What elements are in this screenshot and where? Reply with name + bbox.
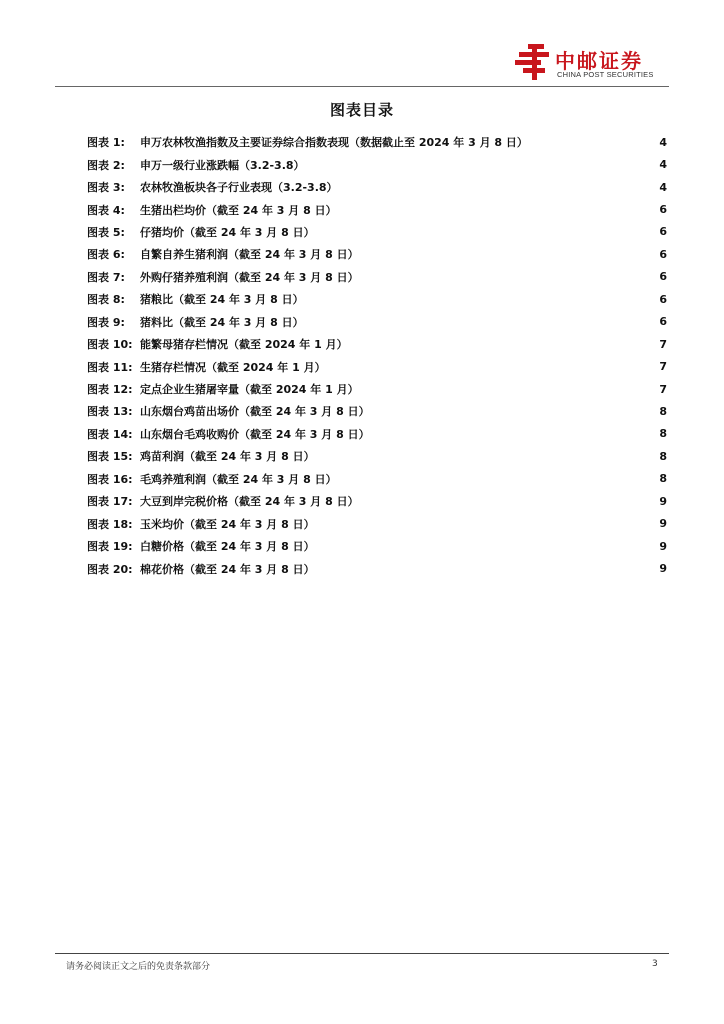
toc-entry-text: 山东烟台毛鸡收购价（截至 24 年 3 月 8 日） — [140, 427, 370, 441]
toc-entry-page: 8 — [659, 472, 667, 486]
toc-entry-page: 7 — [659, 382, 667, 396]
toc-entry[interactable] — [87, 333, 667, 355]
toc-entry[interactable] — [87, 266, 667, 288]
toc-entry[interactable] — [87, 490, 667, 512]
page-header — [0, 0, 724, 90]
toc-entry-page: 9 — [659, 562, 667, 576]
toc-entry-page: 8 — [659, 404, 667, 418]
toc-dot-leader — [364, 496, 654, 506]
toc-entry-text: 猪料比（截至 24 年 3 月 8 日） — [140, 315, 304, 329]
toc-entry-label: 图表 16: — [87, 472, 133, 486]
toc-entry-text: 玉米均价（截至 24 年 3 月 8 日） — [140, 517, 315, 531]
toc-entry-page: 8 — [659, 427, 667, 441]
toc-entry[interactable] — [87, 288, 667, 310]
toc-entry[interactable] — [87, 445, 667, 467]
toc-list — [87, 131, 667, 580]
toc-dot-leader — [320, 519, 654, 529]
toc-entry-page: 9 — [659, 494, 667, 508]
toc-dot-leader — [309, 317, 654, 327]
toc-dot-leader — [342, 474, 654, 484]
toc-entry[interactable] — [87, 535, 667, 557]
toc-dot-leader — [320, 227, 654, 237]
toc-entry-text: 猪粮比（截至 24 年 3 月 8 日） — [140, 293, 304, 307]
toc-entry-page: 6 — [659, 203, 667, 217]
toc-entry-label: 图表 20: — [87, 562, 133, 576]
toc-entry-text: 生猪出栏均价（截至 24 年 3 月 8 日） — [140, 203, 337, 217]
toc-entry-label: 图表 12: — [87, 383, 133, 397]
toc-entry[interactable] — [87, 400, 667, 422]
toc-entry-page: 6 — [659, 292, 667, 306]
toc-entry-page: 6 — [659, 225, 667, 239]
toc-entry[interactable] — [87, 176, 667, 198]
toc-entry-text: 山东烟台鸡苗出场价（截至 24 年 3 月 8 日） — [140, 405, 370, 419]
toc-entry-text: 自繁自养生猪利润（截至 24 年 3 月 8 日） — [140, 248, 359, 262]
toc-entry-page: 6 — [659, 315, 667, 329]
toc-entry-page: 6 — [659, 270, 667, 284]
toc-entry-text: 生猪存栏情况（截至 2024 年 1 月） — [140, 360, 326, 374]
toc-entry-page: 9 — [659, 539, 667, 553]
toc-entry-text: 白糖价格（截至 24 年 3 月 8 日） — [140, 540, 315, 554]
toc-entry-label: 图表 3: — [87, 181, 125, 195]
toc-dot-leader — [375, 429, 654, 439]
toc-entry-page: 8 — [659, 449, 667, 463]
toc-entry-text: 毛鸡养殖利润（截至 24 年 3 月 8 日） — [140, 472, 337, 486]
toc-entry-label: 图表 13: — [87, 405, 133, 419]
toc-dot-leader — [533, 137, 654, 147]
toc-entry-label: 图表 17: — [87, 495, 133, 509]
toc-entry-page: 6 — [659, 247, 667, 261]
toc-dot-leader — [331, 362, 654, 372]
toc-entry-label: 图表 18: — [87, 517, 133, 531]
toc-entry[interactable] — [87, 153, 667, 175]
toc-entry-text: 仔猪均价（截至 24 年 3 月 8 日） — [140, 225, 315, 239]
toc-dot-leader — [309, 294, 654, 304]
toc-entry-text: 外购仔猪养殖利润（截至 24 年 3 月 8 日） — [140, 270, 359, 284]
brand-name-en: CHINA POST SECURITIES — [557, 70, 654, 79]
toc-entry-label: 图表 9: — [87, 315, 125, 329]
toc-dot-leader — [342, 205, 654, 215]
toc-entry-label: 图表 2: — [87, 158, 125, 172]
toc-entry-page: 7 — [659, 337, 667, 351]
toc-entry-label: 图表 11: — [87, 360, 133, 374]
toc-entry[interactable] — [87, 131, 667, 153]
footer-divider — [55, 953, 669, 954]
toc-entry[interactable] — [87, 468, 667, 490]
toc-dot-leader — [364, 272, 654, 282]
toc-entry[interactable] — [87, 557, 667, 579]
toc-entry[interactable] — [87, 243, 667, 265]
footer-disclaimer: 请务必阅读正文之后的免责条款部分 — [66, 962, 211, 972]
toc-dot-leader — [343, 182, 654, 192]
toc-entry-page: 4 — [659, 180, 667, 194]
toc-dot-leader — [310, 160, 654, 170]
toc-entry-label: 图表 19: — [87, 540, 133, 554]
toc-dot-leader — [364, 384, 654, 394]
toc-entry-label: 图表 7: — [87, 270, 125, 284]
footer-page-number: 3 — [652, 959, 658, 969]
toc-entry-label: 图表 8: — [87, 293, 125, 307]
toc-entry[interactable] — [87, 311, 667, 333]
toc-entry-label: 图表 1: — [87, 136, 125, 150]
toc-entry[interactable] — [87, 378, 667, 400]
toc-title: 图表目录 — [329, 101, 394, 119]
toc-entry[interactable] — [87, 512, 667, 534]
toc-entry-page: 4 — [659, 158, 667, 172]
toc-entry-label: 图表 15: — [87, 450, 133, 464]
toc-entry[interactable] — [87, 355, 667, 377]
toc-dot-leader — [320, 451, 654, 461]
toc-entry-text: 定点企业生猪屠宰量（截至 2024 年 1 月） — [140, 383, 359, 397]
toc-entry-page: 7 — [659, 360, 667, 374]
toc-entry-text: 棉花价格（截至 24 年 3 月 8 日） — [140, 562, 315, 576]
toc-entry-label: 图表 6: — [87, 248, 125, 262]
china-post-logo-icon — [515, 44, 551, 80]
company-logo — [515, 44, 665, 84]
toc-entry[interactable] — [87, 221, 667, 243]
header-divider — [55, 86, 669, 87]
brand-name-cn: 中邮证券 — [555, 49, 643, 73]
toc-entry-page: 4 — [659, 135, 667, 149]
toc-entry-label: 图表 14: — [87, 427, 133, 441]
toc-entry-label: 图表 10: — [87, 338, 133, 352]
toc-entry-label: 图表 5: — [87, 225, 125, 239]
toc-entry-text: 能繁母猪存栏情况（截至 2024 年 1 月） — [140, 338, 348, 352]
toc-entry-text: 申万农林牧渔指数及主要证券综合指数表现（数据截止至 2024 年 3 月 8 日） — [140, 136, 528, 150]
toc-dot-leader — [353, 339, 654, 349]
toc-entry-label: 图表 4: — [87, 203, 125, 217]
toc-entry-text: 鸡苗利润（截至 24 年 3 月 8 日） — [140, 450, 315, 464]
toc-dot-leader — [320, 541, 654, 551]
toc-entry-text: 大豆到岸完税价格（截至 24 年 3 月 8 日） — [140, 495, 359, 509]
toc-dot-leader — [375, 406, 654, 416]
toc-dot-leader — [364, 249, 654, 259]
toc-entry[interactable] — [87, 198, 667, 220]
toc-entry-page: 9 — [659, 517, 667, 531]
toc-entry[interactable] — [87, 423, 667, 445]
toc-dot-leader — [320, 564, 654, 574]
toc-entry-text: 申万一级行业涨跌幅（3.2-3.8） — [140, 158, 305, 172]
toc-entry-text: 农林牧渔板块各子行业表现（3.2-3.8） — [140, 181, 338, 195]
